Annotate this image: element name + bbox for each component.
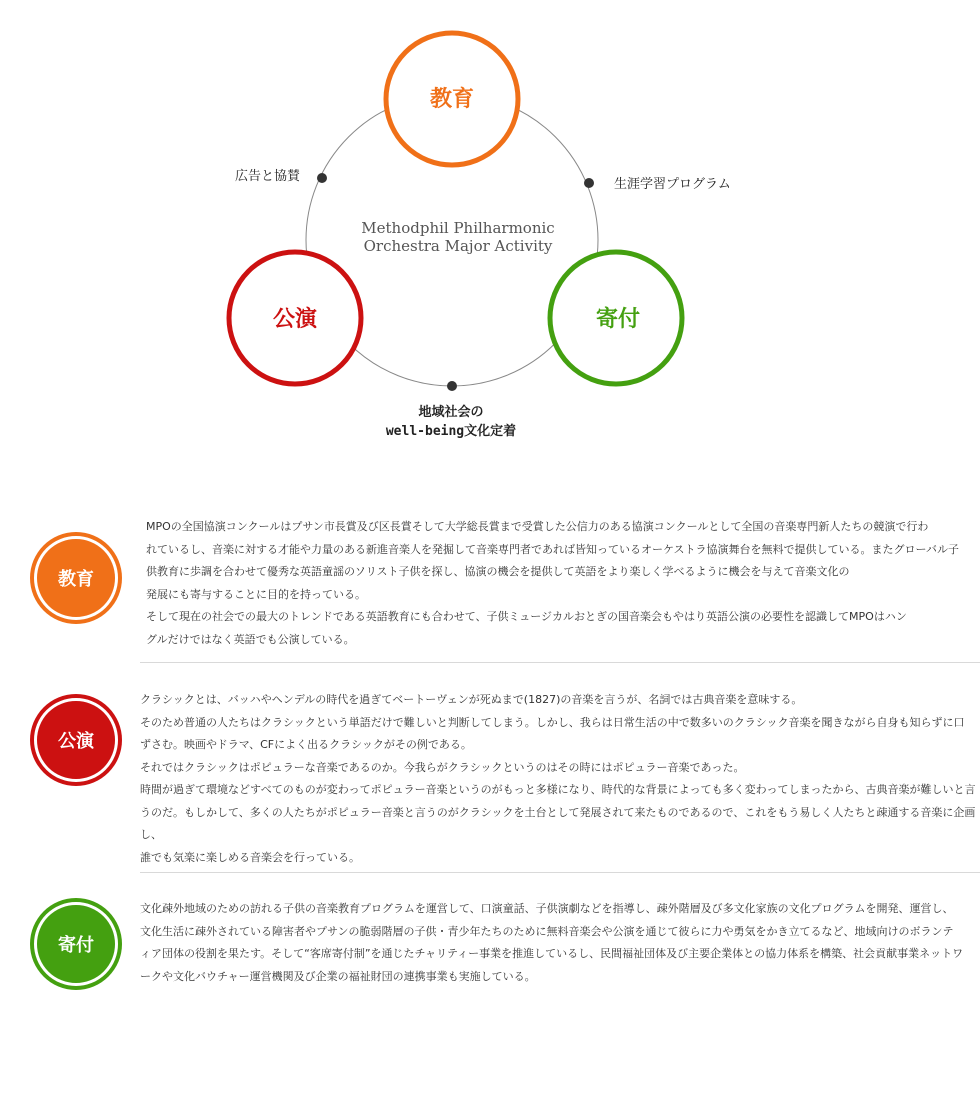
education-badge bbox=[34, 536, 118, 620]
dot-lifelong bbox=[584, 178, 594, 188]
education-badge-label: 教育 bbox=[58, 569, 94, 590]
donation-line: 文化生活に疎外されている障害者やプサンの脆弱階層の子供・青少年たちのために無料音楽会や公演を通じて彼らに力や勇気をかき立てるなど、地域向けのボランテ bbox=[140, 924, 954, 938]
performance-line: 誰でも気楽に楽しめる音楽会を行っている。 bbox=[140, 850, 360, 864]
label-community-line1: 地域社会の bbox=[418, 405, 484, 420]
divider-1 bbox=[140, 662, 980, 663]
performance-badge bbox=[34, 698, 118, 782]
donation-line: ークや文化バウチャー運営機関及び企業の福祉財団の連携事業も実施している。 bbox=[140, 969, 536, 983]
center-text-line1: Methodphil Philharmonic bbox=[361, 219, 555, 237]
performance-line: クラシックとは、バッハやヘンデルの時代を過ぎてベートーヴェンが死ぬまで(1827)の音楽を言うが、名詞では古典音楽を意味する。 bbox=[140, 693, 803, 706]
node-education-label: 教育 bbox=[429, 87, 475, 112]
education-line: そして現在の社会での最大のトレンドである英語教育にも合わせて、子供ミュージカルおとぎの国音楽会もやはり英語公演の必要性を認識してMPOはハン bbox=[146, 610, 907, 623]
center-text-line2: Orchestra Major Activity bbox=[363, 237, 553, 255]
education-line: れているし、音楽に対する才能や力量のある新進音楽人を発掘して音楽専門者であれば皆知っているオーケストラ協演舞台を無料で提供している。またグローバル子 bbox=[146, 542, 960, 556]
education-line: グルだけではなく英語でも公演している。 bbox=[146, 632, 355, 646]
label-ads: 広告と協賛 bbox=[234, 169, 300, 184]
performance-line: そのため普通の人たちはクラシックという単語だけで難しいと判断してしまう。しかし、我らは日常生活の中で数多いのクラシック音楽を聞きながら自身も知らずに口 bbox=[140, 715, 965, 729]
education-line: 発展にも寄与することに目的を持っている。 bbox=[146, 587, 366, 601]
node-donation-label: 寄付 bbox=[595, 307, 641, 332]
performance-line: ずさむ。映画やドラマ、CFによく出るクラシックがその例である。 bbox=[140, 738, 472, 751]
donation-badge bbox=[34, 902, 118, 986]
performance-text bbox=[140, 689, 980, 869]
donation-line: ィア団体の役割を果たす。そして“客席寄付制”を通じたチャリティー事業を推進しているし、民間福祉団体及び主要企業体との協力体系を構築、社会貢献事業ネットワ bbox=[140, 947, 964, 960]
performance-line: それではクラシックはポピュラーな音楽であるのか。今我らがクラシックというのはその時にはポピュラー音楽であった。 bbox=[140, 760, 745, 774]
performance-badge-label: 公演 bbox=[58, 731, 94, 752]
node-performance-label: 公演 bbox=[272, 307, 318, 332]
donation-badge-label: 寄付 bbox=[58, 935, 94, 956]
performance-line: うのだ。もしかして、多くの人たちがポピュラー音楽と言うのがクラシックを土台として発展されて来たものであるので、これをもう易しく人たちと疎通する音楽に企画し、 bbox=[140, 805, 976, 841]
dot-ads bbox=[317, 173, 327, 183]
donation-text bbox=[140, 898, 980, 988]
divider-2 bbox=[140, 872, 980, 873]
label-lifelong: 生涯学習プログラム bbox=[614, 177, 731, 192]
label-community-line2: well-being文化定着 bbox=[385, 424, 517, 439]
dot-community bbox=[447, 381, 457, 391]
education-text bbox=[146, 516, 980, 651]
donation-line: 文化疎外地域のための訪れる子供の音楽教育プログラムを運営して、口演童話、子供演劇などを指導し、疎外階層及び多文化家族の文化プログラムを開発、運営し、 bbox=[140, 902, 954, 915]
education-line: MPOの全国協演コンクールはプサン市長賞及び区長賞そして大学総長賞まで受賞した公信力のある協演コンクールとして全国の音楽専門新人たちの競演で行わ bbox=[146, 520, 929, 533]
education-line: 供教育に歩調を合わせて優秀な英語童謡のソリスト子供を探し、協演の機会を提供して英語をより楽しく学べるように機会を与えて音楽文化の bbox=[146, 565, 850, 578]
activity-cycle-diagram bbox=[0, 0, 980, 460]
performance-line: 時間が過ぎて環境などすべてのものが変わってポピュラー音楽というのがもっと多様になり、時代的な背景によっても多く変わってしまったから、古典音楽が難しいと言 bbox=[140, 783, 976, 796]
